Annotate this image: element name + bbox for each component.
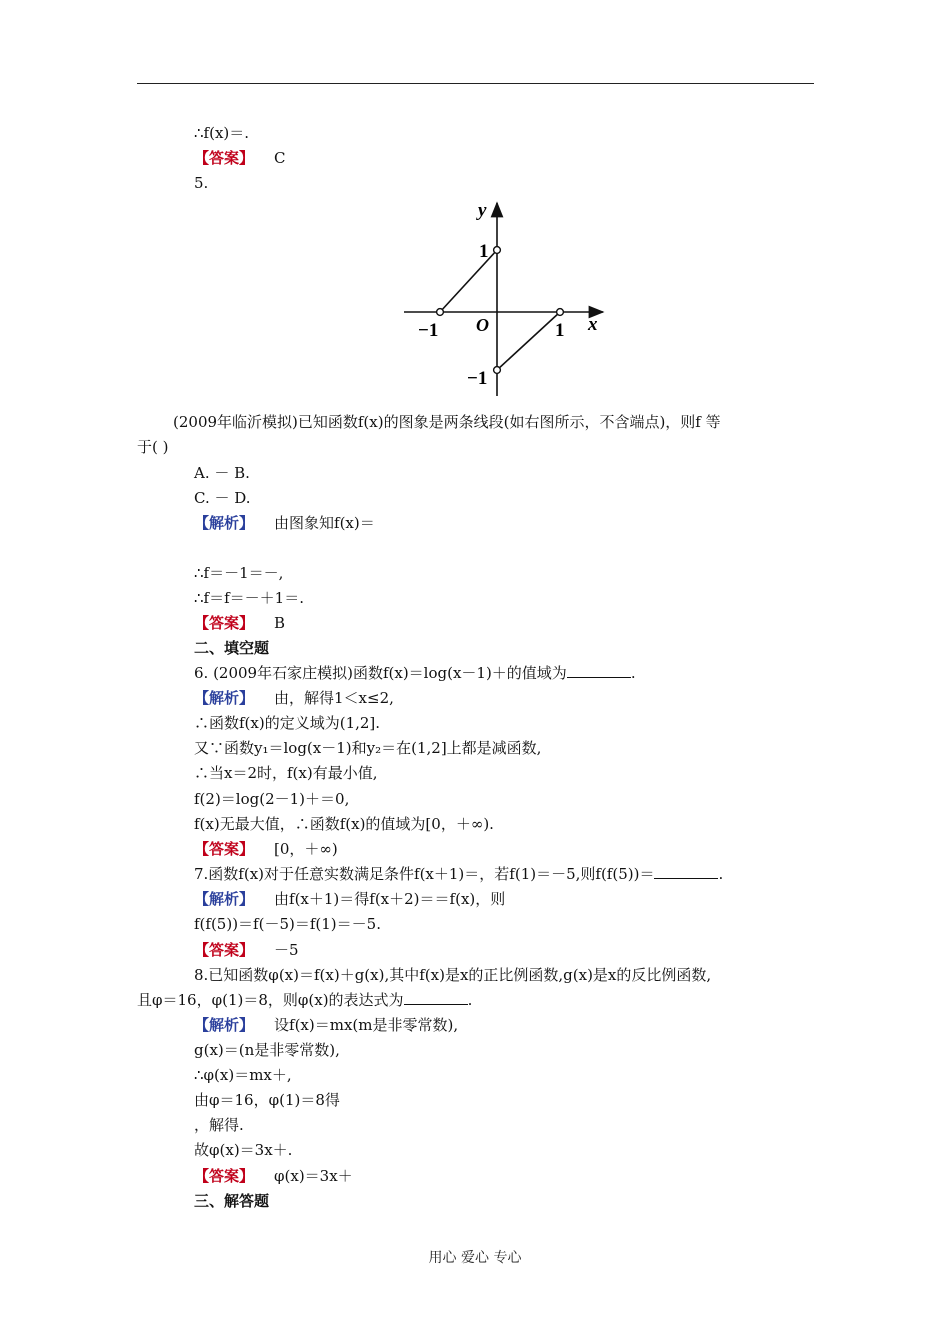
- q5-step1: ∴f＝－1＝－,: [194, 564, 284, 582]
- q8-answer: φ(x)＝3x＋: [274, 1167, 353, 1185]
- tick-label: 1: [555, 320, 565, 341]
- q7-stem: [194, 864, 723, 884]
- answer-label: 【答案】: [194, 614, 255, 632]
- q8-step: g(x)＝(n是非零常数),: [194, 1041, 340, 1059]
- q7-stem-text: 7.函数f(x)对于任意实数满足条件f(x＋1)＝，若f(1)＝－5,则f(f(5))＝: [194, 865, 655, 883]
- answer-blank: [567, 665, 631, 678]
- analysis-label: 【解析】: [194, 890, 255, 908]
- q8-answer-row: [194, 1166, 353, 1186]
- q5-stem-line2: 于( ): [137, 438, 169, 456]
- tick-label: −1: [467, 368, 488, 389]
- answer-label: 【答案】: [194, 840, 255, 858]
- q5-options-ab: A. － B.: [194, 464, 250, 482]
- tick-label: 1: [479, 241, 489, 262]
- q8-analysis-row: [194, 1015, 458, 1035]
- q5-number: 5.: [194, 174, 209, 192]
- q8-stem-text: 且φ＝16，φ(1)＝8，则φ(x)的表达式为: [137, 991, 404, 1009]
- q7-answer: －5: [274, 941, 299, 959]
- q7-analysis-row: [194, 889, 505, 909]
- open-endpoint: [437, 309, 444, 316]
- q6-stem: [194, 663, 636, 683]
- q8-step: ，解得.: [194, 1116, 244, 1134]
- q8-stem-line1: 8.已知函数φ(x)＝f(x)＋g(x),其中f(x)是x的正比例函数,g(x)是x的反比例函数,: [194, 966, 712, 984]
- analysis-label: 【解析】: [194, 1016, 255, 1034]
- q6-analysis: 由，解得1＜x≤2,: [274, 689, 394, 707]
- section-heading-solve: 三、解答题: [194, 1192, 270, 1210]
- answer-label: 【答案】: [194, 149, 255, 167]
- tick-label: −1: [418, 320, 439, 341]
- q6-step: f(2)＝log(2－1)＋＝0,: [194, 790, 350, 808]
- answer-blank: [654, 866, 718, 879]
- q6-answer: [0，＋∞): [274, 840, 338, 858]
- q8-step: 故φ(x)＝3x＋.: [194, 1141, 293, 1159]
- q5-analysis-row: [194, 513, 375, 533]
- x-axis-label: x: [588, 314, 598, 335]
- q7-analysis: 由f(x＋1)＝得f(x＋2)＝＝f(x)，则: [274, 890, 506, 908]
- q7-answer-row: [194, 940, 299, 960]
- analysis-label: 【解析】: [194, 514, 255, 532]
- q4-answer: C: [274, 149, 286, 167]
- answer-blank: [404, 992, 468, 1005]
- q5-step2: ∴f＝f＝－＋1＝.: [194, 589, 304, 607]
- q8-stem-end: .: [467, 991, 473, 1009]
- y-axis-label: y: [478, 200, 487, 221]
- page-footer: 用心 爱心 专心: [428, 1250, 522, 1266]
- q6-step: ∴函数f(x)的定义域为(1,2].: [194, 714, 381, 732]
- q5-answer: B: [274, 614, 286, 632]
- section-heading-fill-in: 二、填空题: [194, 639, 270, 657]
- q6-stem-text: 6. (2009年石家庄模拟)函数f(x)＝log(x－1)＋的值域为: [194, 664, 567, 682]
- header-rule: [137, 83, 814, 84]
- q5-options-cd: C. － D.: [194, 489, 251, 507]
- q6-analysis-row: [194, 688, 394, 708]
- q8-stem-line2: [137, 990, 472, 1010]
- q5-answer-row: [194, 613, 285, 633]
- q8-step: 由φ＝16，φ(1)＝8得: [194, 1091, 340, 1109]
- q4-answer-row: [194, 148, 286, 168]
- q6-step: 又∵函数y₁＝log(x－1)和y₂＝在(1,2]上都是减函数,: [194, 739, 542, 757]
- answer-label: 【答案】: [194, 1167, 255, 1185]
- open-endpoint: [494, 367, 501, 374]
- q8-step: ∴φ(x)＝mx＋,: [194, 1066, 292, 1084]
- q8-analysis: 设f(x)＝mx(m是非零常数),: [274, 1016, 459, 1034]
- q5-analysis: 由图象知f(x)＝: [274, 514, 375, 532]
- open-endpoint: [494, 247, 501, 254]
- q6-stem-end: .: [630, 664, 636, 682]
- open-endpoint: [557, 309, 564, 316]
- q7-step: f(f(5))＝f(－5)＝f(1)＝－5.: [194, 915, 381, 933]
- analysis-label: 【解析】: [194, 689, 255, 707]
- q6-step: f(x)无最大值，∴函数f(x)的值域为[0，＋∞).: [194, 815, 494, 833]
- q4-conclusion: ∴f(x)＝.: [194, 124, 250, 142]
- q5-stem-line1: (2009年临沂模拟)已知函数f(x)的图象是两条线段(如右图所示，不含端点)，则f 等: [173, 413, 721, 431]
- q6-answer-row: [194, 839, 338, 859]
- segment-right: [497, 312, 560, 370]
- function-graph: [398, 198, 613, 398]
- answer-label: 【答案】: [194, 941, 255, 959]
- q6-step: ∴当x＝2时，f(x)有最小值,: [194, 764, 378, 782]
- origin-label: O: [476, 315, 489, 335]
- q7-stem-end: .: [718, 865, 724, 883]
